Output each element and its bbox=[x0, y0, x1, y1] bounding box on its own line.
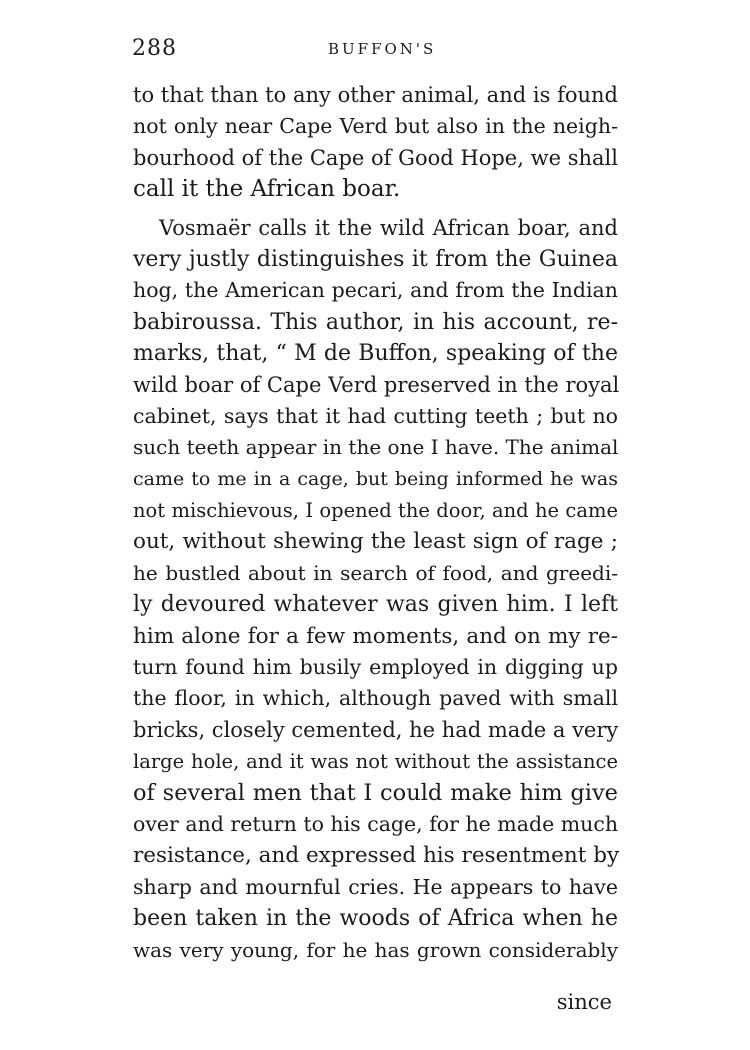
text-line: such teeth appear in the one I have. The animal bbox=[133, 435, 619, 460]
text-line: not mischievous, I opened the door, and he came bbox=[133, 499, 618, 523]
text-line: came to me in a cage, but being informed he was bbox=[133, 467, 618, 490]
text-line: out, without shewing the least sign of rage ; bbox=[133, 529, 618, 555]
text-line: bourhood of the Cape of Good Hope, we shall bbox=[133, 145, 618, 170]
catchword: since bbox=[556, 990, 612, 1014]
text-line: was very young, for he has grown considerably bbox=[133, 937, 618, 962]
paragraph bbox=[133, 213, 618, 966]
text-line: him alone for a few moments, and on my re- bbox=[133, 623, 618, 649]
text-line: marks, that, “ M de Buffon, speaking of the bbox=[133, 341, 618, 367]
text-line: call it the African boar. bbox=[133, 176, 401, 203]
text-line: to that than to any other animal, and is found bbox=[133, 83, 618, 107]
text-line: wild boar of Cape Verd preserved in the royal bbox=[133, 372, 620, 397]
paragraph bbox=[133, 80, 618, 206]
running-head: BUFFON'S bbox=[328, 40, 437, 58]
page-header bbox=[132, 36, 612, 70]
text-line: babiroussa. This author, in his account, re- bbox=[133, 309, 618, 335]
body-text bbox=[133, 80, 618, 966]
text-line: ly devoured whatever was given him. I left bbox=[133, 592, 618, 618]
text-line: bricks, closely cemented, he had made a very bbox=[133, 717, 619, 742]
text-line: of several men that I could make him give bbox=[133, 779, 618, 806]
text-line: resistance, and expressed his resentment by bbox=[133, 843, 620, 869]
text-line: very justly distinguishes it from the Guinea bbox=[133, 246, 618, 272]
text-line: over and return to his cage, for he made much bbox=[133, 811, 619, 836]
text-line: sharp and mournful cries. He appears to have bbox=[133, 874, 618, 899]
text-line: cabinet, says that it had cutting teeth ; but no bbox=[133, 403, 618, 428]
text-line: he bustled about in search of food, and greedi- bbox=[133, 560, 618, 585]
text-line: not only near Cape Verd but also in the neigh- bbox=[133, 114, 618, 139]
text-line: large hole, and it was not without the assistance bbox=[133, 750, 618, 774]
text-line: hog, the American pecari, and from the Indian bbox=[133, 278, 618, 303]
text-line: the floor, in which, although paved with small bbox=[133, 686, 618, 711]
text-line: Vosmaër calls it the wild African boar, and bbox=[159, 215, 618, 240]
text-line: been taken in the woods of Africa when he bbox=[133, 906, 618, 932]
page-number: 288 bbox=[132, 36, 177, 61]
text-line: turn found him busily employed in digging up bbox=[133, 655, 618, 680]
